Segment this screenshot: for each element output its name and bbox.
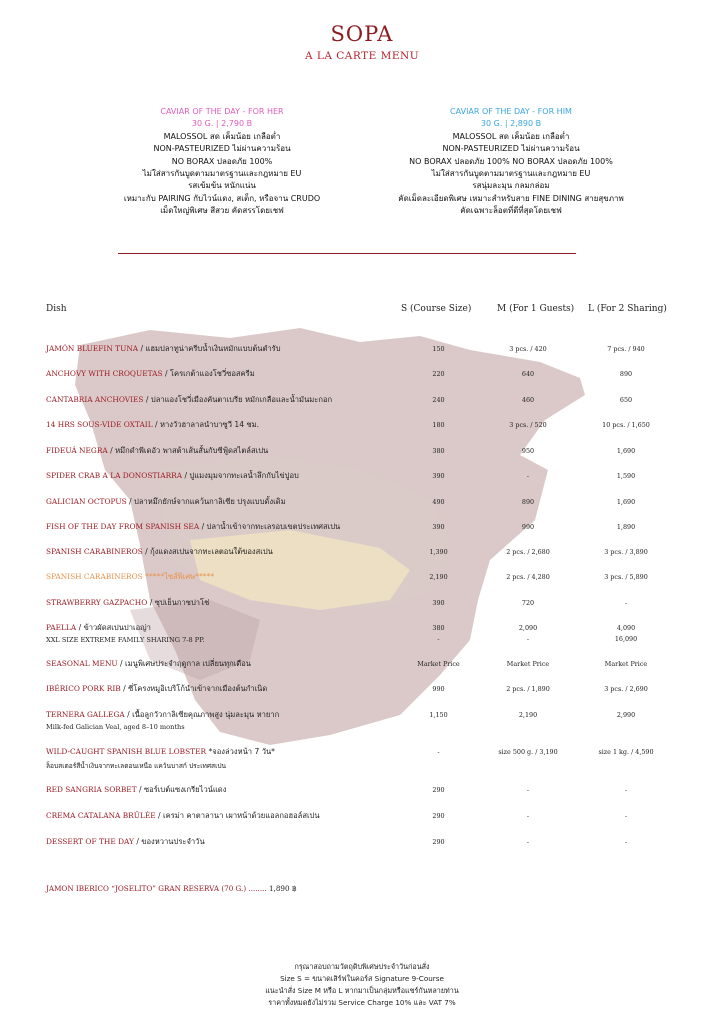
dish-name-th: / เมนูพิเศษประจำฤดูกาล เปลี่ยนทุกเดือน	[117, 659, 251, 668]
menu-row	[46, 445, 686, 471]
footer-line: ราคาทั้งหมดยังไม่รวม Service Charge 10% และ VAT 7%	[268, 998, 456, 1007]
price-m	[483, 523, 573, 531]
header-size-m: M (For 1 Guests)	[497, 304, 575, 314]
price-s	[391, 711, 486, 719]
footer-line: Size S = ขนาดเสิร์ฟในคอร์ส Signature 9-Course	[280, 974, 444, 983]
footer-line: กรุณาสอบถามวัตถุดิบพิเศษประจำวันก่อนสั่ง	[294, 962, 430, 971]
price-s	[391, 812, 486, 820]
dish-name	[46, 810, 320, 822]
dish-name	[46, 445, 268, 457]
price-m	[483, 447, 573, 455]
price-m-value: 950	[521, 447, 535, 455]
price-l	[576, 447, 676, 455]
price-s-value: 290	[432, 812, 445, 820]
price-m	[483, 472, 573, 480]
dish-name-th: / เครม่า คาตาลานา เผาหน้าด้วยแอลกอฮอล์สเปน	[155, 811, 320, 820]
dish-name-en: CANTABRIA ANCHOVIES	[46, 395, 144, 404]
dish-subtitle: XXL SIZE EXTREME FAMILY SHARING 7-8 PP.	[46, 636, 205, 644]
caviar-her-block	[77, 106, 367, 218]
dish-name-th: / ซุปเย็นกาซปาโช่	[147, 598, 210, 607]
menu-row	[46, 836, 686, 862]
dish-name	[46, 496, 286, 508]
dish-name	[46, 622, 204, 644]
dish-name	[46, 419, 259, 431]
price-m	[483, 599, 573, 607]
price-m	[483, 498, 573, 506]
caviar-her-line: ไม่ใส่สารกันบูดตามมาตรฐานและกฎหมาย EU	[142, 169, 302, 179]
caviar-him-line: NON-PASTEURIZED ไม่ผ่านความร้อน	[442, 144, 580, 154]
dish-name-th: / ปลาน้ำเข้าจากทะเลรอบเขตประเทศสเปน	[199, 522, 341, 531]
price-s	[391, 472, 486, 480]
price-m	[483, 685, 573, 693]
menu-row	[46, 546, 686, 572]
dish-name-en: SPANISH CARABINEROS	[46, 547, 143, 556]
price-s-value: 1,390	[429, 548, 448, 556]
jamon-price: 1,890 ฿	[268, 884, 297, 893]
dish-name-th: / แฮมปลาทูน่าครีบน้ำเงินหมักแบบต้นตำรับ	[138, 344, 281, 353]
menu-row	[46, 521, 686, 547]
price-m-value: -	[526, 812, 530, 820]
dish-name-en: FISH OF THE DAY FROM SPANISH SEA	[46, 522, 200, 531]
menu-row	[46, 394, 686, 420]
price-m	[483, 660, 573, 668]
dish-name-en: SPIDER CRAB A LA DONOSTIARRA	[46, 471, 183, 480]
dish-name	[46, 368, 255, 380]
price-m-value: Market Price	[506, 660, 550, 668]
price-m-value: 3 pcs. / 420	[509, 345, 547, 353]
dish-name-th: / ซี่โครงหมูอิเบริโก้นำเข้าจากเมืองต้นกำเนิด	[120, 684, 268, 693]
price-s-value: 1,150	[429, 711, 448, 719]
price-m-value: 2 pcs. / 4,280	[506, 573, 550, 581]
price-s	[391, 838, 486, 846]
menu-row	[46, 709, 686, 735]
price-l-value-2: 16,090	[614, 635, 638, 643]
price-l	[576, 624, 676, 643]
price-l	[576, 711, 676, 719]
dish-name	[46, 709, 279, 731]
dish-name-th: *จองล่วงหน้า 7 วัน*	[206, 747, 275, 756]
caviar-her-line: เม็ดใหญ่พิเศษ สีสวย คัดสรรโดยเชฟ	[160, 206, 284, 216]
dish-name-th: / หมึกดำพีเดอัว พาสต้าเส้นสั้นกับซีฟู้ดสไตล์สเปน	[107, 446, 269, 455]
price-m	[483, 573, 573, 581]
menu-row	[46, 419, 686, 445]
price-s-value: 390	[432, 472, 445, 480]
dish-name	[46, 394, 332, 406]
price-s-value: 290	[432, 838, 445, 846]
dish-name-th: / ปลาหมึกยักษ์จากแคว้นกาลิเซีย ปรุงแบบดั้งเดิม	[126, 497, 286, 506]
price-m-value-2: -	[526, 635, 530, 643]
price-l-value: 3 pcs. / 5,890	[604, 573, 648, 581]
dish-name-en: SPANISH CARABINEROS	[46, 572, 143, 581]
price-l-value: size 1 kg. / 4,590	[598, 748, 654, 756]
price-s-value: 490	[432, 498, 445, 506]
dish-name-en: PAELLA	[46, 623, 77, 632]
menu-row	[46, 368, 686, 394]
price-m	[483, 838, 573, 846]
price-s-value: 150	[432, 345, 445, 353]
price-m-value: 2 pcs. / 2,680	[506, 548, 550, 556]
price-s-value: 2,190	[429, 573, 448, 581]
price-s	[391, 624, 486, 643]
caviar-him-size-price: 30 G. | 2,890 B	[480, 119, 542, 129]
dish-name	[46, 746, 275, 771]
price-s	[391, 421, 486, 429]
price-l-value: 1,890	[616, 523, 636, 531]
caviar-him-line: NO BORAX ปลอดภัย 100% NO BORAX ปลอดภัย 100%	[409, 156, 613, 166]
dish-name	[46, 546, 273, 558]
price-m	[483, 345, 573, 353]
caviar-her-title: CAVIAR OF THE DAY - FOR HER	[160, 107, 284, 116]
price-s-value: Market Price	[417, 660, 460, 668]
price-l	[576, 370, 676, 378]
dish-name-en: SEASONAL MENU	[46, 659, 118, 668]
price-s	[391, 660, 486, 668]
menu-row	[46, 343, 686, 369]
price-m-value: -	[526, 786, 530, 794]
dish-name	[46, 343, 281, 355]
price-l	[576, 523, 676, 531]
dish-name-en: RED SANGRIA SORBET	[46, 785, 137, 794]
dish-name-en: ANCHOVY WITH CROQUETAS	[46, 369, 163, 378]
price-s	[391, 685, 486, 693]
dish-subtitle: ล็อบสเตอร์สีน้ำเงินจากทะเลตอนเหนือ แคว้นบาสก์ ประเทศสเปน	[46, 762, 227, 770]
menu-row	[46, 470, 686, 496]
price-m	[483, 711, 573, 719]
dish-name-en: JAMÓN BLUEFIN TUNA	[46, 344, 139, 353]
price-l-value: -	[624, 838, 628, 846]
menu-row	[46, 597, 686, 623]
dish-name-th: *****ไซส์พิเศษ*****	[142, 572, 215, 581]
caviar-her-line: เหมาะกับ PAIRING กับไวน์แดง, สเต็ก, หรือจาน CRUDO	[123, 193, 321, 203]
jamon-iberico-line	[46, 884, 296, 893]
price-m	[483, 370, 573, 378]
footer-line: แนะนำสั่ง Size M หรือ L หากมาเป็นกลุ่มหรือแชร์กันหลายท่าน	[265, 986, 459, 995]
price-l-value: 2,990	[616, 711, 636, 719]
caviar-him-line: MALOSSOL สด เค็มน้อย เกลือต่ำ	[452, 131, 570, 141]
price-s	[391, 345, 486, 353]
price-s	[391, 548, 486, 556]
price-s-value: 990	[432, 685, 445, 693]
section-divider	[118, 253, 576, 254]
price-l	[576, 345, 676, 353]
price-m-value: 2 pcs. / 1,890	[506, 685, 550, 693]
caviar-him-line: รสนุ่มละมุน กลมกล่อม	[472, 181, 550, 191]
price-l-value: 3 pcs. / 2,690	[604, 685, 648, 693]
caviar-her-size-price: 30 G. | 2,790 B	[191, 119, 253, 129]
dish-name-th: / เนื้อลูกวัวกาลิเซียคุณภาพสูง นุ่มละมุน หายาก	[124, 710, 280, 719]
price-s-value: 380	[432, 624, 445, 632]
price-m-value: 2,190	[518, 711, 538, 719]
price-m-value: size 500 g. / 3,190	[498, 748, 558, 756]
jamon-label: JAMON IBERICO “JOSELITO” GRAN RESERVA (70 G.) ........	[46, 884, 269, 893]
price-s-value: 220	[432, 370, 445, 378]
price-m	[483, 748, 573, 756]
dish-subtitle: Milk-fed Galician Veal, aged 8–10 months	[46, 723, 185, 731]
price-l	[576, 573, 676, 581]
dish-name	[46, 571, 214, 583]
menu-row	[46, 496, 686, 522]
price-l-value: 890	[619, 370, 633, 378]
dish-name-en: TERNERA GALLEGA	[46, 710, 125, 719]
price-s-value: 180	[432, 421, 445, 429]
dish-name	[46, 658, 251, 670]
price-l-value: 650	[619, 396, 633, 404]
price-m	[483, 548, 573, 556]
price-s	[391, 573, 486, 581]
price-s-value: 390	[432, 599, 445, 607]
price-m-value: 990	[521, 523, 535, 531]
price-m-value: 3 pcs. / 520	[509, 421, 547, 429]
price-l-value: -	[624, 786, 628, 794]
caviar-him-block	[366, 106, 656, 218]
price-s	[391, 396, 486, 404]
price-m	[483, 396, 573, 404]
price-m	[483, 786, 573, 794]
price-l	[576, 748, 676, 756]
price-l-value: 3 pcs. / 3,890	[604, 548, 648, 556]
price-s-value: -	[437, 748, 440, 756]
menu-row	[46, 683, 686, 709]
page-subtitle: A LA CARTE MENU	[304, 50, 420, 62]
price-m	[483, 421, 573, 429]
price-l-value: 1,690	[616, 498, 636, 506]
dish-name-th: / ซอร์เบต์แซงเกรียไวน์แดง	[136, 785, 227, 794]
menu-row	[46, 571, 686, 597]
page-title: SOPA	[330, 22, 394, 46]
price-s-value: 240	[432, 396, 445, 404]
dish-name	[46, 683, 267, 695]
menu-row	[46, 784, 686, 810]
price-s	[391, 447, 486, 455]
price-l	[576, 548, 676, 556]
header-size-s: S (Course Size)	[401, 304, 472, 314]
price-s	[391, 498, 486, 506]
dish-name-th: / ข้าวผัดสเปนปาเอญ่า	[76, 623, 151, 632]
price-s-value-2: -	[437, 635, 440, 643]
price-s	[391, 370, 486, 378]
menu-row	[46, 622, 686, 648]
caviar-her-line: รสเข้มข้น หนักแน่น	[188, 181, 256, 191]
dish-name-th: / หางวัวฮาลาลนำบาซูวี 14 ชม.	[152, 420, 260, 429]
dish-name	[46, 597, 209, 609]
price-l	[576, 812, 676, 820]
dish-name	[46, 836, 205, 848]
caviar-her-line: NO BORAX ปลอดภัย 100%	[171, 156, 273, 166]
price-s	[391, 748, 486, 756]
dish-name	[46, 521, 340, 533]
price-l	[576, 685, 676, 693]
price-m-value: 720	[521, 599, 535, 607]
price-l	[576, 472, 676, 480]
price-l-value: Market Price	[604, 660, 648, 668]
price-l-value: 10 pcs. / 1,650	[602, 421, 650, 429]
header-size-l: L (For 2 Sharing)	[588, 304, 667, 314]
price-m-value: 460	[521, 396, 535, 404]
menu-row	[46, 658, 686, 684]
dish-name-th: / กุ้งแดงสเปนจากทะเลตอนใต้ของสเปน	[142, 547, 273, 556]
price-l	[576, 660, 676, 668]
dish-name-en: DESSERT OF THE DAY	[46, 837, 134, 846]
menu-row	[46, 810, 686, 836]
price-l	[576, 396, 676, 404]
price-l	[576, 498, 676, 506]
dish-name-th: / ของหวานประจำวัน	[133, 837, 205, 846]
caviar-him-line: คัดเม็ดละเอียดพิเศษ เหมาะสำหรับสาย FINE DINING สายสุขภาพ	[398, 193, 624, 203]
caviar-him-line: คัดเฉพาะล็อตที่ดีที่สุดโดยเชฟ	[460, 206, 562, 216]
price-s	[391, 786, 486, 794]
caviar-him-line: ไม่ใส่สารกันบูดตามมาตรฐานและกฎหมาย EU	[431, 169, 591, 179]
price-l-value: 7 pcs. / 940	[607, 345, 645, 353]
price-m-value: -	[526, 838, 530, 846]
price-m	[483, 624, 573, 643]
price-m-value: -	[526, 472, 530, 480]
dish-name	[46, 784, 226, 796]
price-m-value: 890	[521, 498, 535, 506]
price-l-value: -	[624, 812, 628, 820]
dish-name-en: CREMA CATALANA BRÛLÉE	[46, 811, 156, 820]
dish-name	[46, 470, 299, 482]
price-m-value: 2,090	[518, 624, 538, 632]
price-s-value: 290	[432, 786, 445, 794]
menu-row	[46, 746, 686, 772]
dish-name-en: WILD-CAUGHT SPANISH BLUE LOBSTER	[46, 747, 207, 756]
price-l	[576, 838, 676, 846]
dish-name-en: FIDEUÁ NEGRA	[46, 446, 108, 455]
dish-name-en: STRAWBERRY GAZPACHO	[46, 598, 148, 607]
dish-name-en: 14 HRS SOUS-VIDE OXTAIL	[46, 420, 153, 429]
price-l-value: 4,090	[616, 624, 636, 632]
caviar-her-line: MALOSSOL สด เค็มน้อย เกลือต่ำ	[163, 131, 281, 141]
price-l-value: -	[624, 599, 628, 607]
caviar-him-title: CAVIAR OF THE DAY - FOR HIM	[450, 107, 572, 116]
price-l-value: 1,690	[616, 447, 636, 455]
price-s-value: 390	[432, 523, 445, 531]
price-m-value: 640	[521, 370, 535, 378]
dish-name-en: IBÉRICO PORK RIB	[46, 684, 121, 693]
caviar-her-line: NON-PASTEURIZED ไม่ผ่านความร้อน	[153, 144, 291, 154]
price-s-value: 380	[432, 447, 445, 455]
price-s	[391, 599, 486, 607]
header-dish: Dish	[46, 304, 67, 314]
price-l	[576, 786, 676, 794]
footer-notes	[0, 961, 724, 1009]
dish-name-th: / โครเกต้าแองโชวี่ซอสครีม	[162, 369, 255, 378]
price-l-value: 1,590	[616, 472, 636, 480]
price-l	[576, 421, 676, 429]
dish-name-th: / ปลาแองโชวี่เมืองคันตาเบรีย หมักเกลือและน้ำมันมะกอก	[143, 395, 333, 404]
price-m	[483, 812, 573, 820]
price-s	[391, 523, 486, 531]
price-l	[576, 599, 676, 607]
dish-name-en: GALICIAN OCTOPUS	[46, 497, 127, 506]
dish-name-th: / ปูแมงมุมจากทะเลน้ำลึกกับไข่ปูอบ	[182, 471, 299, 480]
